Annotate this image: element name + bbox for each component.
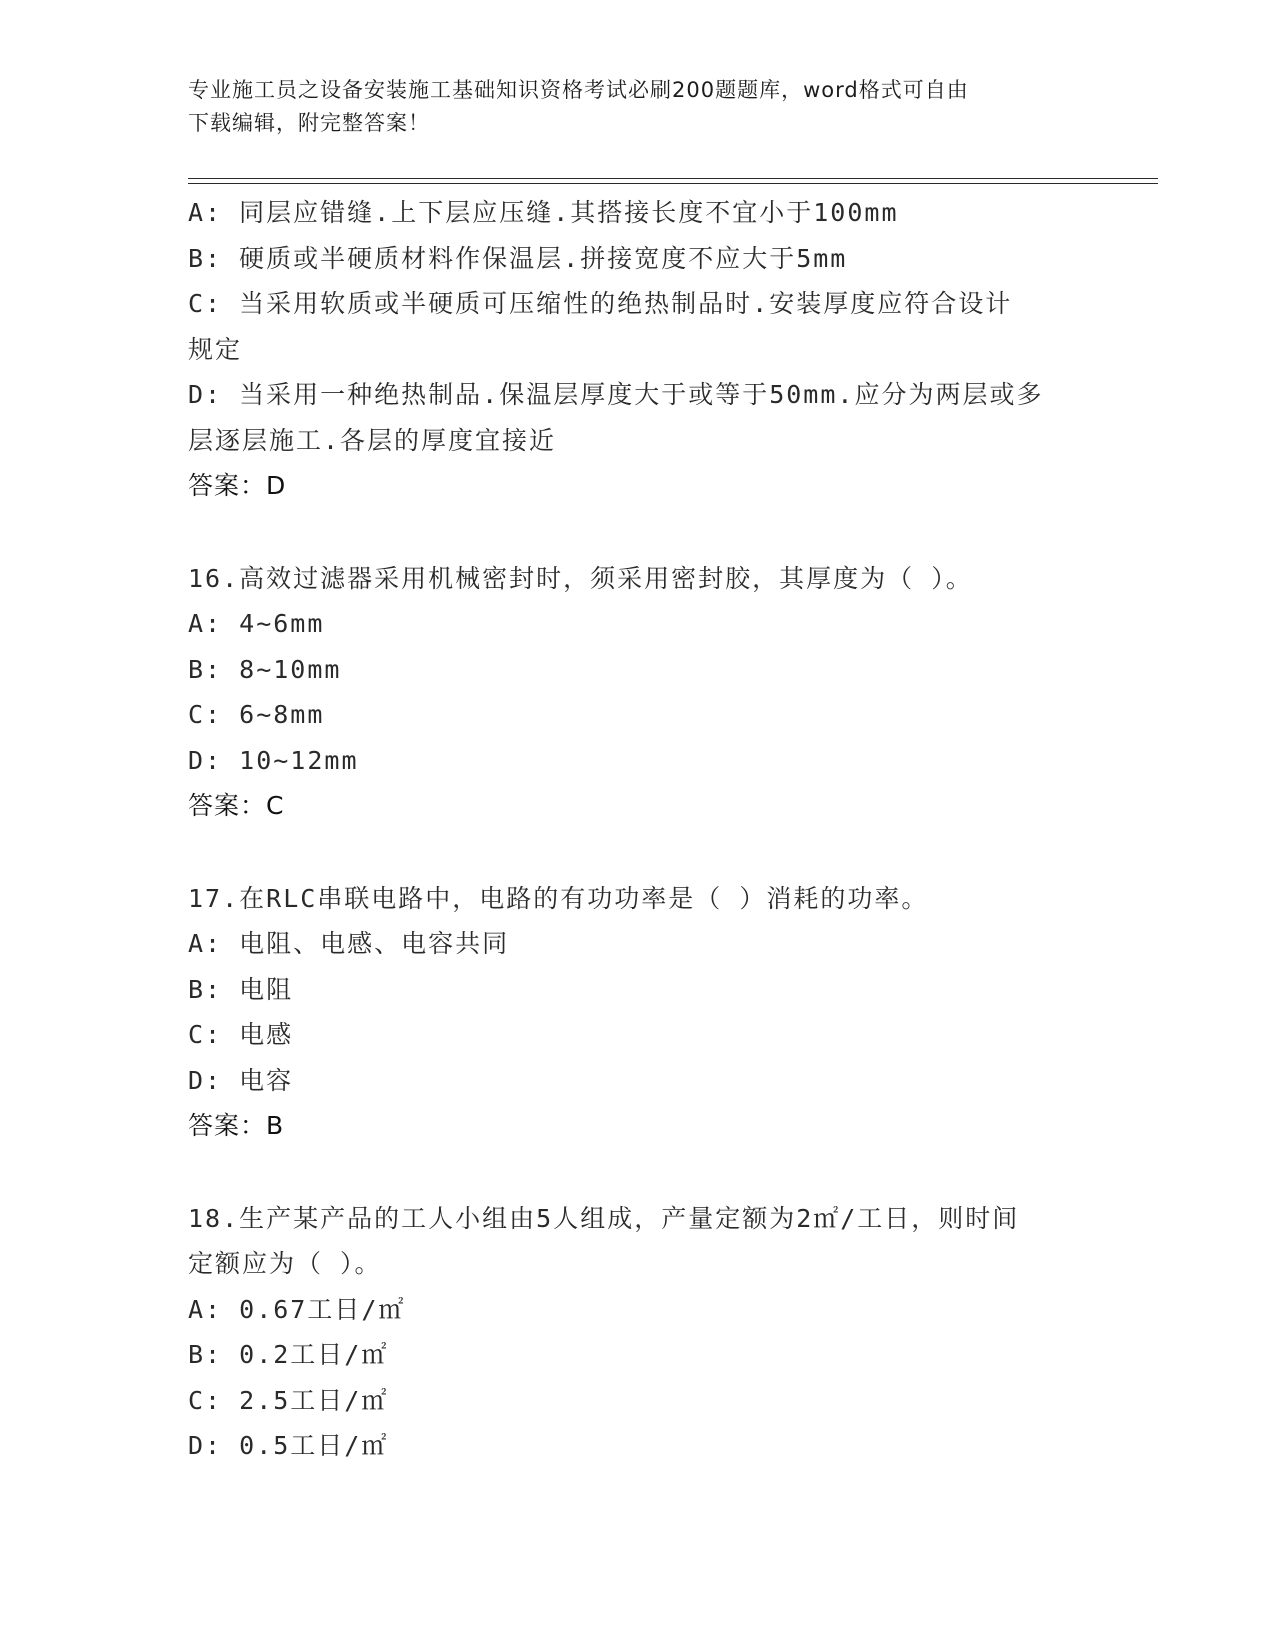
question-stem-line-2: 定额应为（ ）。 [188,1249,382,1278]
option-c: C: 6~8mm [188,700,325,729]
answer-label: 答案：D [188,471,287,500]
answer-label: 答案：B [188,1111,285,1140]
document-header [188,74,1088,140]
question-spacer [188,509,1088,556]
option-d: D: 10~12mm [188,745,359,775]
question-stem: 17.在RLC串联电路中，电路的有功功率是（ ）消耗的功率。 [188,883,929,913]
answer-label: 答案：C [188,791,285,820]
question-18 [188,1196,1088,1469]
option-c: C: 电感 [188,1020,294,1049]
question-list [188,190,1088,1469]
option-b: B: 电阻 [188,974,294,1004]
option-a: A: 4~6mm [188,609,325,638]
question-spacer [188,829,1088,876]
option-d-line-2: 层逐层施工.各层的厚度宜接近 [188,425,557,455]
option-c-line-1: C: 当采用软质或半硬质可压缩性的绝热制品时.安装厚度应符合设计 [188,289,1013,318]
option-a: A: 0.67工日/㎡ [188,1294,406,1324]
option-a: A: 同层应错缝.上下层应压缝.其搭接长度不宜小于100mm [188,198,899,227]
option-d-line-1: D: 当采用一种绝热制品.保温层厚度大于或等于50mm.应分为两层或多 [188,380,1044,409]
option-b: B: 8~10mm [188,654,342,684]
question-spacer [188,1149,1088,1196]
header-title-line-2: 下载编辑，附完整答案！ [188,111,430,135]
option-b: B: 0.2工日/㎡ [188,1340,389,1369]
header-title-line-1: 专业施工员之设备安装施工基础知识资格考试必刷200题题库，word格式可自由 [188,78,969,102]
option-d: D: 0.5工日/㎡ [188,1431,389,1460]
option-c: C: 2.5工日/㎡ [188,1385,389,1415]
question-17 [188,876,1088,1149]
header-divider [188,178,1158,184]
question-stem: 16.高效过滤器采用机械密封时，须采用密封胶，其厚度为（ ）。 [188,563,973,593]
question-15-continued [188,190,1088,509]
option-d: D: 电容 [188,1065,294,1095]
option-a: A: 电阻、电感、电容共同 [188,929,510,958]
option-b: B: 硬质或半硬质材料作保温层.拼接宽度不应大于5mm [188,243,848,273]
question-16 [188,556,1088,829]
question-stem-line-1: 18.生产某产品的工人小组由5人组成，产量定额为2㎡/工日，则时间 [188,1203,1020,1233]
option-c-line-2: 规定 [188,334,243,364]
